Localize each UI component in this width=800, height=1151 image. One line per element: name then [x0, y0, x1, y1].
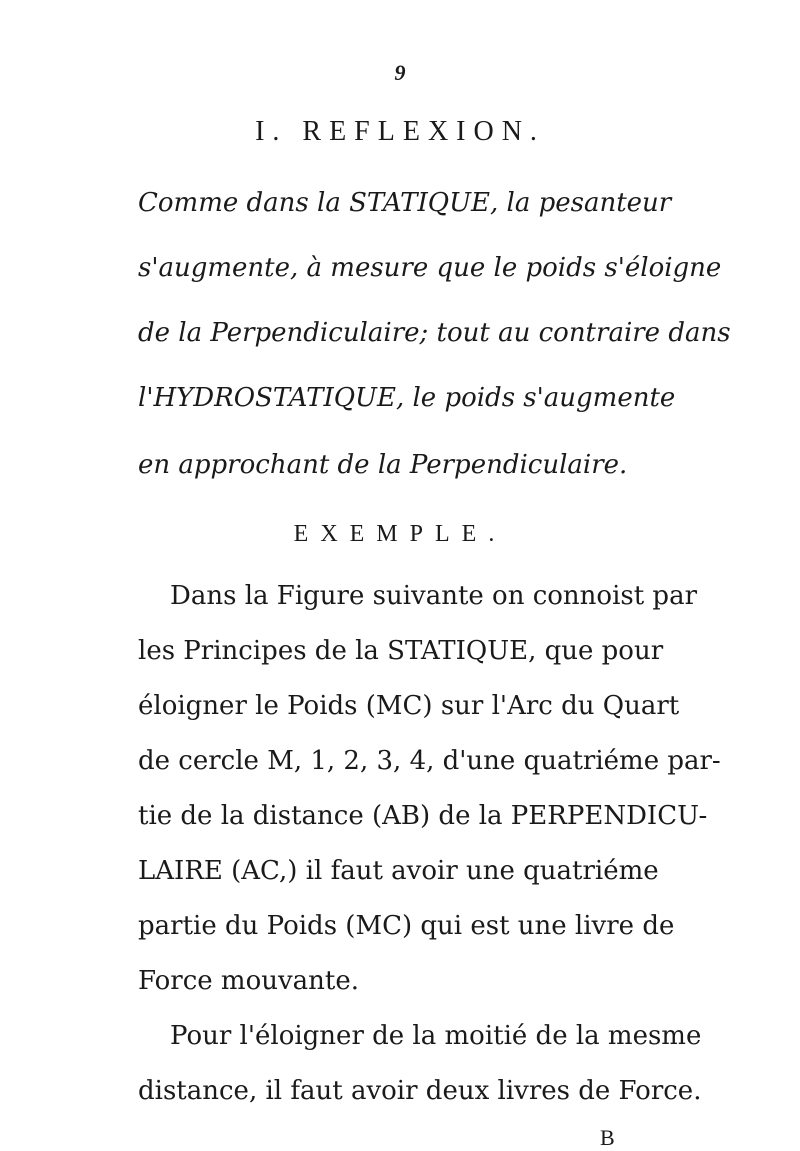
reflexion-line-3: de la Perpendiculaire; tout au contraire dans [138, 318, 731, 348]
section-heading: I. REFLEXION. [255, 116, 545, 147]
body-line-1: Dans la Figure suivante on connoist par [170, 581, 698, 611]
body-line-4: de cercle M, 1, 2, 3, 4, d'une quatriéme par- [138, 746, 721, 776]
reflexion-line-1: Comme dans la STATIQUE, la pesanteur [138, 188, 672, 218]
page-number: 9 [394, 60, 406, 85]
exemple-heading: EXEMPLE. [293, 521, 507, 547]
reflexion-line-5: en approchant de la Perpendiculaire. [138, 450, 628, 480]
body-line-6: LAIRE (AC,) il faut avoir une quatriéme [138, 856, 659, 886]
body-line-9: Pour l'éloigner de la moitié de la mesme [170, 1021, 702, 1051]
reflexion-line-2: s'augmente, à mesure que le poids s'éloigne [138, 253, 722, 283]
body-line-7: partie du Poids (MC) qui est une livre de [138, 911, 675, 941]
body-line-2: les Principes de la STATIQUE, que pour [138, 636, 664, 666]
reflexion-line-4: l'HYDROSTATIQUE, le poids s'augmente [138, 383, 676, 413]
body-line-10: distance, il faut avoir deux livres de Force. [138, 1076, 702, 1106]
body-line-5: tie de la distance (AB) de la PERPENDICU- [138, 801, 708, 831]
catchword: B [600, 1125, 615, 1150]
body-line-3: éloigner le Poids (MC) sur l'Arc du Quart [138, 691, 680, 721]
body-line-8: Force mouvante. [138, 966, 359, 996]
